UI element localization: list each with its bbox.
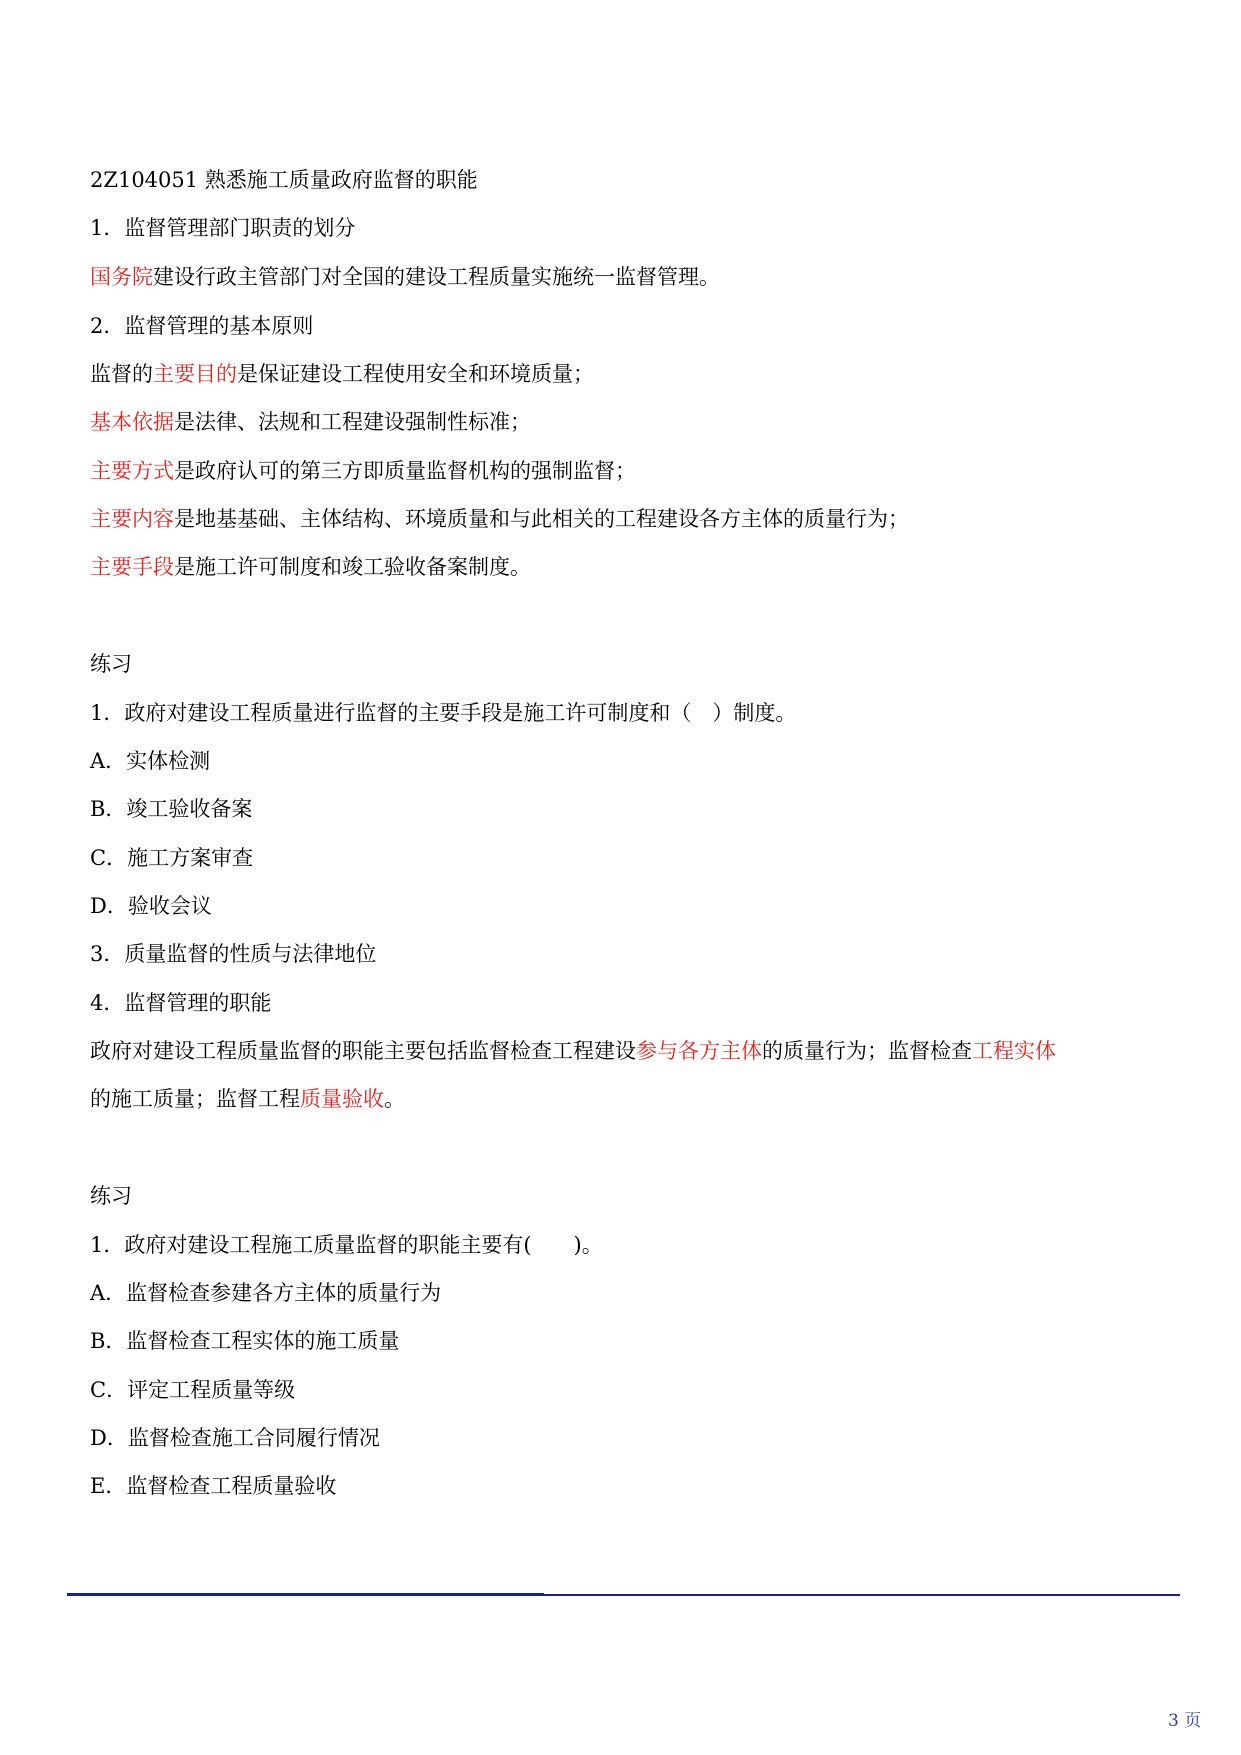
exercise-1-option-a: A．实体检测 [90,749,211,773]
section-4-text-line-1: 政府对建设工程质量监督的职能主要包括监督检查工程建设参与各方主体的质量行为；监督检查工程实体 [90,1039,1056,1063]
principle-basis: 基本依据是法律、法规和工程建设强制性标准； [90,410,531,434]
exercise-1-option-b: B．竣工验收备案 [90,797,253,821]
exercise-1-option-c: C．施工方案审查 [90,846,254,870]
highlight-text: 质量验收 [300,1087,384,1111]
footer-divider-accent [67,1593,544,1596]
principle-means: 主要手段是施工许可制度和竣工验收备案制度。 [90,555,531,579]
exercise-2-option-e: E．监督检查工程质量验收 [90,1474,337,1498]
exercise-2-question: 1．政府对建设工程施工质量监督的职能主要有( )。 [90,1233,603,1257]
principle-content: 主要内容是地基基础、主体结构、环境质量和与此相关的工程建设各方主体的质量行为； [90,507,909,531]
exercise-2-option-d: D．监督检查施工合同履行情况 [90,1426,380,1450]
highlight-text: 国务院 [90,265,153,289]
highlight-text: 主要手段 [90,555,174,579]
exercise-2-option-b: B．监督检查工程实体的施工质量 [90,1329,400,1353]
exercise-1-title: 练习 [90,652,132,676]
highlight-text: 主要目的 [153,362,237,386]
exercise-2-option-a: A．监督检查参建各方主体的质量行为 [90,1281,442,1305]
highlight-text: 参与各方主体 [636,1039,762,1063]
highlight-text: 主要方式 [90,459,174,483]
exercise-1-question: 1．政府对建设工程质量进行监督的主要手段是施工许可制度和（ ）制度。 [90,701,797,725]
principle-purpose: 监督的主要目的是保证建设工程使用安全和环境质量； [90,362,594,386]
section-3-title: 3．质量监督的性质与法律地位 [90,942,377,966]
page-number: 3 页 [1168,1711,1202,1731]
exercise-2-option-c: C．评定工程质量等级 [90,1378,296,1402]
exercise-1-option-d: D．验收会议 [90,894,212,918]
section-4-text-line-2: 的施工质量；监督工程质量验收。 [90,1087,405,1111]
highlight-text: 主要内容 [90,507,174,531]
highlight-text: 基本依据 [90,410,174,434]
highlight-text: 工程实体 [972,1039,1056,1063]
section-heading: 2Z104051 熟悉施工质量政府监督的职能 [90,168,478,192]
section-4-title: 4．监督管理的职能 [90,991,272,1015]
exercise-2-title: 练习 [90,1184,132,1208]
section-2-title: 2．监督管理的基本原则 [90,314,314,338]
section-1-text: 国务院建设行政主管部门对全国的建设工程质量实施统一监督管理。 [90,265,720,289]
principle-method: 主要方式是政府认可的第三方即质量监督机构的强制监督； [90,459,636,483]
section-1-title: 1．监督管理部门职责的划分 [90,216,356,240]
